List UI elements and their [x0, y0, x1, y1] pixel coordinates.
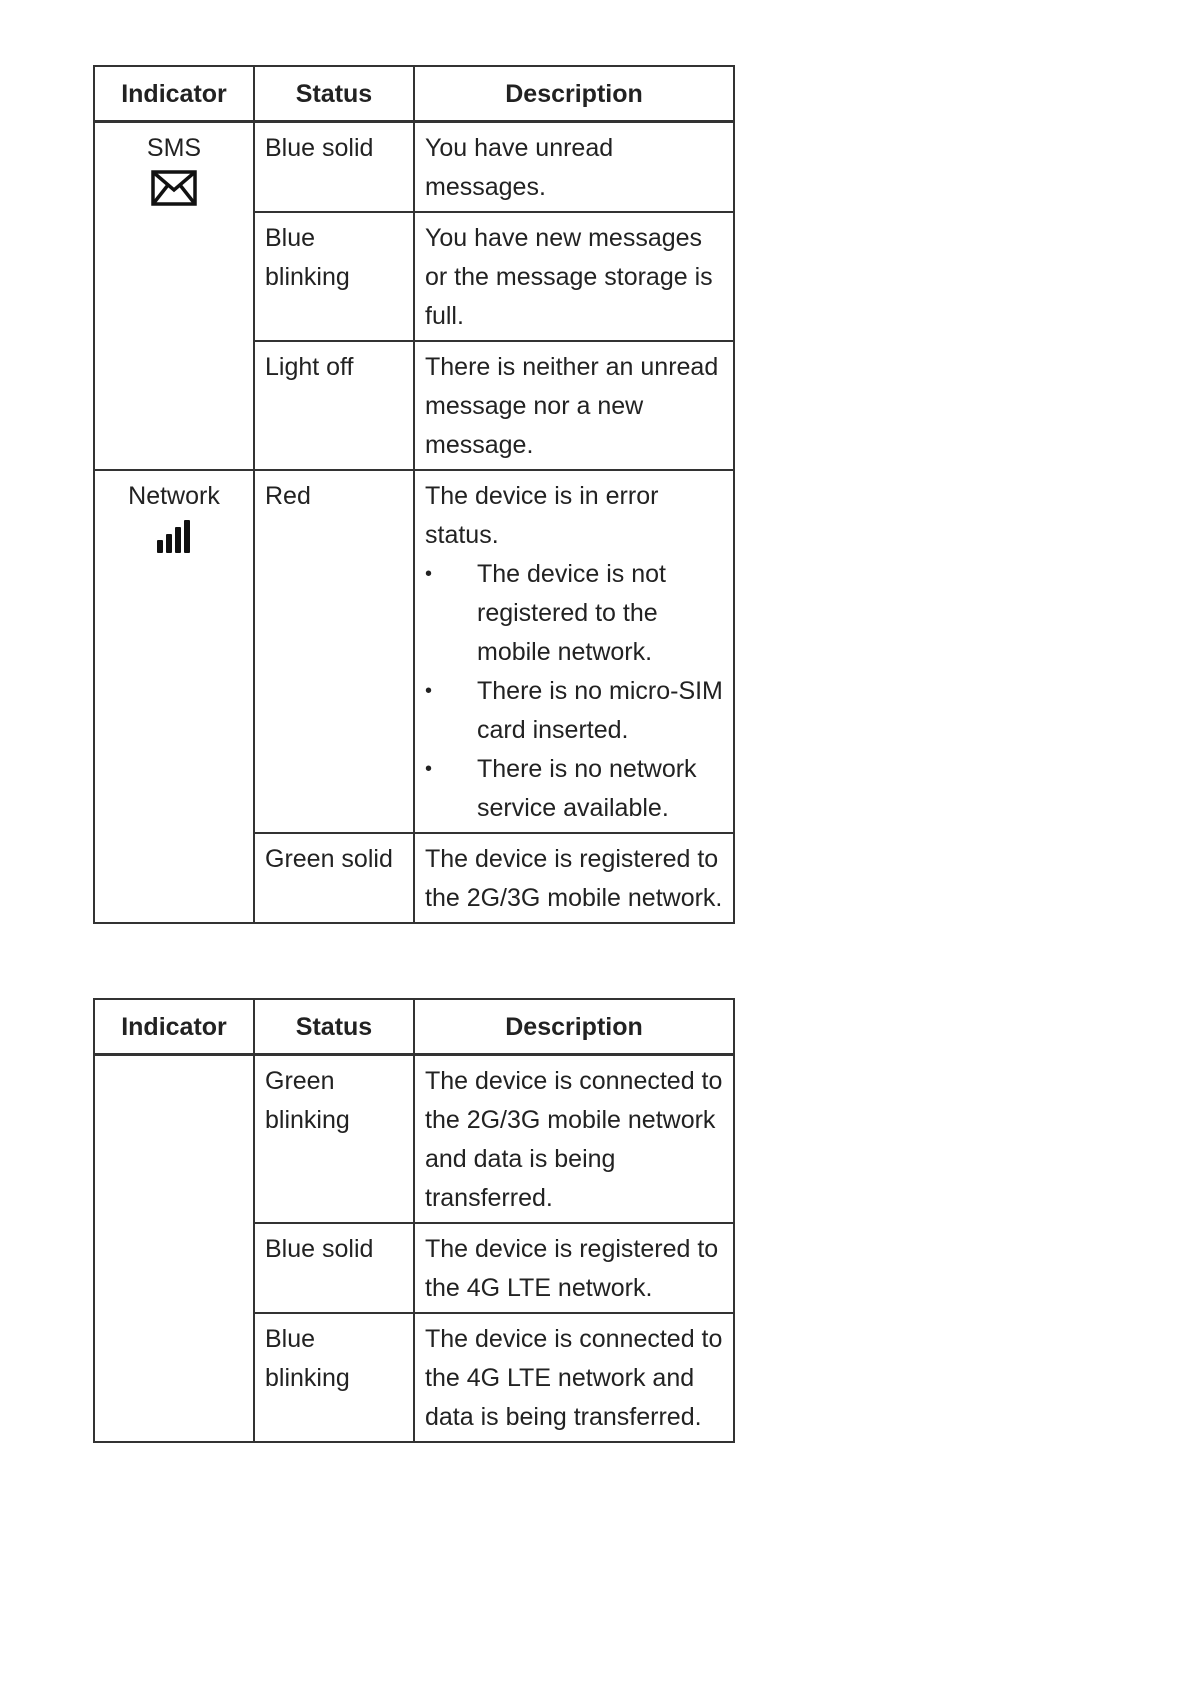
- header-indicator: Indicator: [94, 66, 254, 122]
- header-description: Description: [414, 66, 734, 122]
- description-cell: The device is connected to the 4G LTE network and data is being transferred.: [414, 1313, 734, 1442]
- signal-bars-icon: [156, 518, 192, 554]
- table-header-row: [94, 999, 734, 1055]
- indicator-network: [94, 470, 254, 923]
- description-cell: [414, 470, 734, 833]
- header-status: Status: [254, 999, 414, 1055]
- description-cell: The device is registered to the 2G/3G mobile network.: [414, 833, 734, 923]
- list-item: [425, 672, 723, 750]
- indicator-table-2: [93, 998, 735, 1443]
- indicator-sms-label: SMS: [146, 134, 202, 162]
- table-row: [94, 1055, 734, 1224]
- table-row: [94, 122, 734, 213]
- list-item-text: There is no network service available.: [477, 755, 697, 822]
- list-item-text: There is no micro-SIM card inserted.: [477, 677, 723, 744]
- header-indicator: Indicator: [94, 999, 254, 1055]
- description-cell: You have unread messages.: [414, 122, 734, 213]
- status-cell: Light off: [254, 341, 414, 470]
- list-item-text: The device is not registered to the mobile network.: [477, 560, 666, 666]
- error-bullet-list: [425, 555, 723, 828]
- indicator-sms: [94, 122, 254, 471]
- status-cell: Green blinking: [254, 1055, 414, 1224]
- status-cell: Blue blinking: [254, 212, 414, 341]
- description-cell: The device is registered to the 4G LTE network.: [414, 1223, 734, 1313]
- status-cell: Blue solid: [254, 1223, 414, 1313]
- status-cell: Green solid: [254, 833, 414, 923]
- header-status: Status: [254, 66, 414, 122]
- description-cell: You have new messages or the message storage is full.: [414, 212, 734, 341]
- envelope-icon: [151, 170, 197, 206]
- header-description: Description: [414, 999, 734, 1055]
- table-row: [94, 470, 734, 833]
- description-cell: The device is connected to the 2G/3G mobile network and data is being transferred.: [414, 1055, 734, 1224]
- indicator-network-label: Network: [128, 482, 220, 510]
- status-cell: Red: [254, 470, 414, 833]
- description-cell: There is neither an unread message nor a new message.: [414, 341, 734, 470]
- description-intro: The device is in error status.: [425, 482, 659, 549]
- list-item: [425, 555, 723, 672]
- list-item: [425, 750, 723, 828]
- status-cell: Blue solid: [254, 122, 414, 213]
- indicator-table-1: [93, 65, 735, 924]
- indicator-network-continued: [94, 1055, 254, 1443]
- bullet-marker: •: [425, 563, 433, 585]
- status-cell: Blue blinking: [254, 1313, 414, 1442]
- table-header-row: [94, 66, 734, 122]
- bullet-marker: •: [425, 680, 433, 702]
- bullet-marker: •: [425, 758, 433, 780]
